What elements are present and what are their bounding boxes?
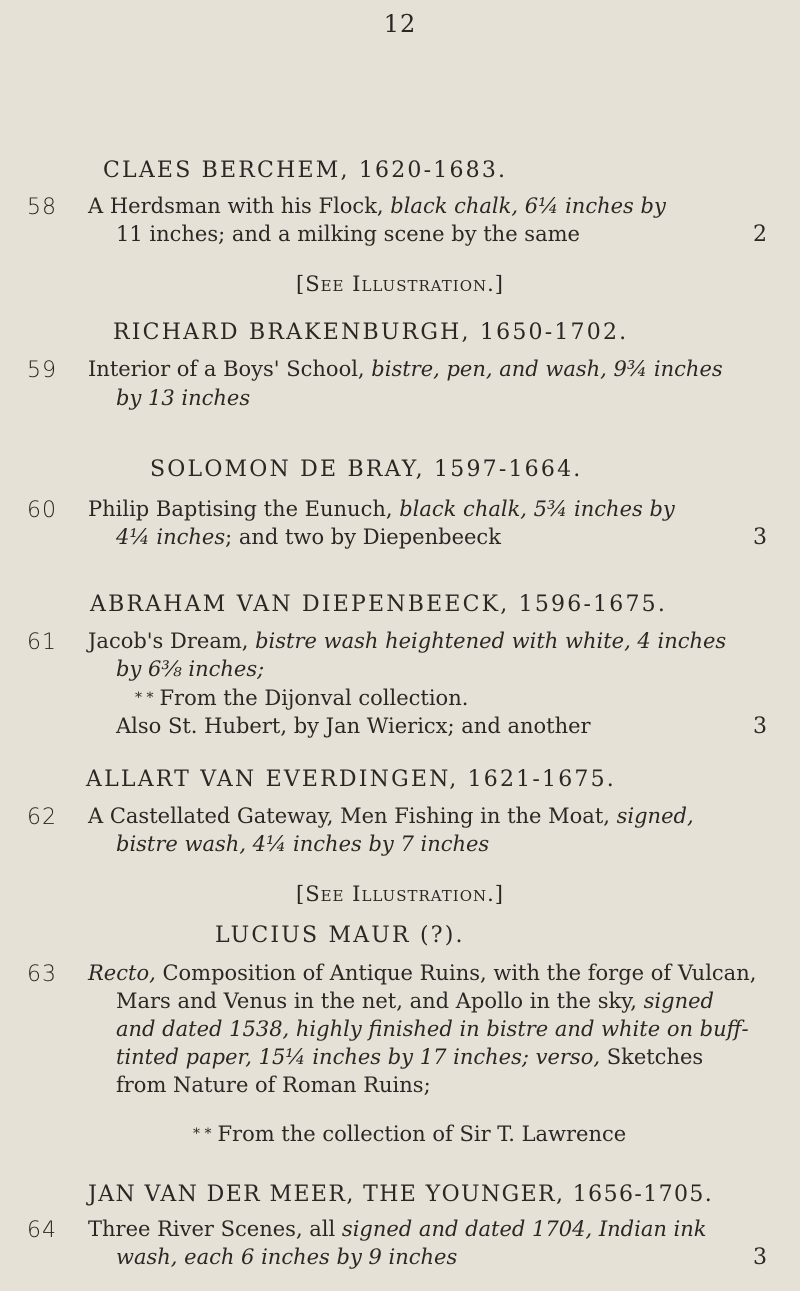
lot-number: 58 xyxy=(27,195,57,220)
provenance-line: * * From the Dijonval collection. xyxy=(135,686,469,710)
description-line: Interior of a Boys' School, bistre, pen, and wash, 9¾ inches xyxy=(88,357,723,381)
asterisks-icon: * * xyxy=(193,1126,212,1142)
description-line: A Castellated Gateway, Men Fishing in the Moat, signed, xyxy=(88,804,694,828)
lot-number: 61 xyxy=(27,630,57,655)
description-line: Also St. Hubert, by Jan Wiericx; and another xyxy=(116,714,591,738)
description-line: from Nature of Roman Ruins; xyxy=(116,1073,431,1097)
description-line: Three River Scenes, all signed and dated 1704, Indian ink xyxy=(88,1217,707,1241)
quantity: 3 xyxy=(753,1245,767,1270)
artist-heading: ALLART VAN EVERDINGEN, 1621-1675. xyxy=(86,767,616,792)
artist-heading: JAN VAN DER MEER, THE YOUNGER, 1656-1705. xyxy=(88,1182,714,1207)
description-line: tinted paper, 15¼ inches by 17 inches; verso, Sketches xyxy=(116,1045,704,1069)
artist-heading: ABRAHAM VAN DIEPENBEECK, 1596-1675. xyxy=(90,592,668,617)
illustration-note: [See Illustration.] xyxy=(296,882,504,906)
description-line: and dated 1538, highly finished in bistre and white on buff- xyxy=(116,1017,749,1041)
lot-number: 59 xyxy=(27,358,57,383)
description-line: Philip Baptising the Eunuch, black chalk, 5¾ inches by xyxy=(88,497,675,521)
description-line: 4¼ inches; and two by Diepenbeeck xyxy=(116,525,501,549)
description-line: by 6⅜ inches; xyxy=(116,657,265,681)
lot-number: 62 xyxy=(27,805,57,830)
quantity: 3 xyxy=(753,525,767,550)
artist-heading: LUCIUS MAUR (?). xyxy=(215,923,465,948)
artist-heading: RICHARD BRAKENBURGH, 1650-1702. xyxy=(113,320,629,345)
asterisks-icon: * * xyxy=(135,690,154,706)
page-number: 12 xyxy=(383,10,417,38)
lot-number: 60 xyxy=(27,498,57,523)
description-line: wash, each 6 inches by 9 inches xyxy=(116,1245,458,1269)
description-line: 11 inches; and a milking scene by the same xyxy=(116,222,580,246)
quantity: 2 xyxy=(753,222,767,247)
provenance-line: * * From the collection of Sir T. Lawrence xyxy=(193,1122,627,1146)
description-line: Mars and Venus in the net, and Apollo in the sky, signed xyxy=(116,989,714,1013)
description-line: Jacob's Dream, bistre wash heightened with white, 4 inches xyxy=(88,629,727,653)
description-line: A Herdsman with his Flock, black chalk, 6¼ inches by xyxy=(88,194,666,218)
description-line: bistre wash, 4¼ inches by 7 inches xyxy=(116,832,490,856)
artist-heading: CLAES BERCHEM, 1620-1683. xyxy=(103,158,508,183)
illustration-note: [See Illustration.] xyxy=(296,272,504,296)
description-line: by 13 inches xyxy=(116,386,251,410)
lot-number: 63 xyxy=(27,962,57,987)
description-line: Recto, Composition of Antique Ruins, with the forge of Vulcan, xyxy=(88,961,757,985)
artist-heading: SOLOMON DE BRAY, 1597-1664. xyxy=(150,457,583,482)
lot-number: 64 xyxy=(27,1218,57,1243)
quantity: 3 xyxy=(753,714,767,739)
